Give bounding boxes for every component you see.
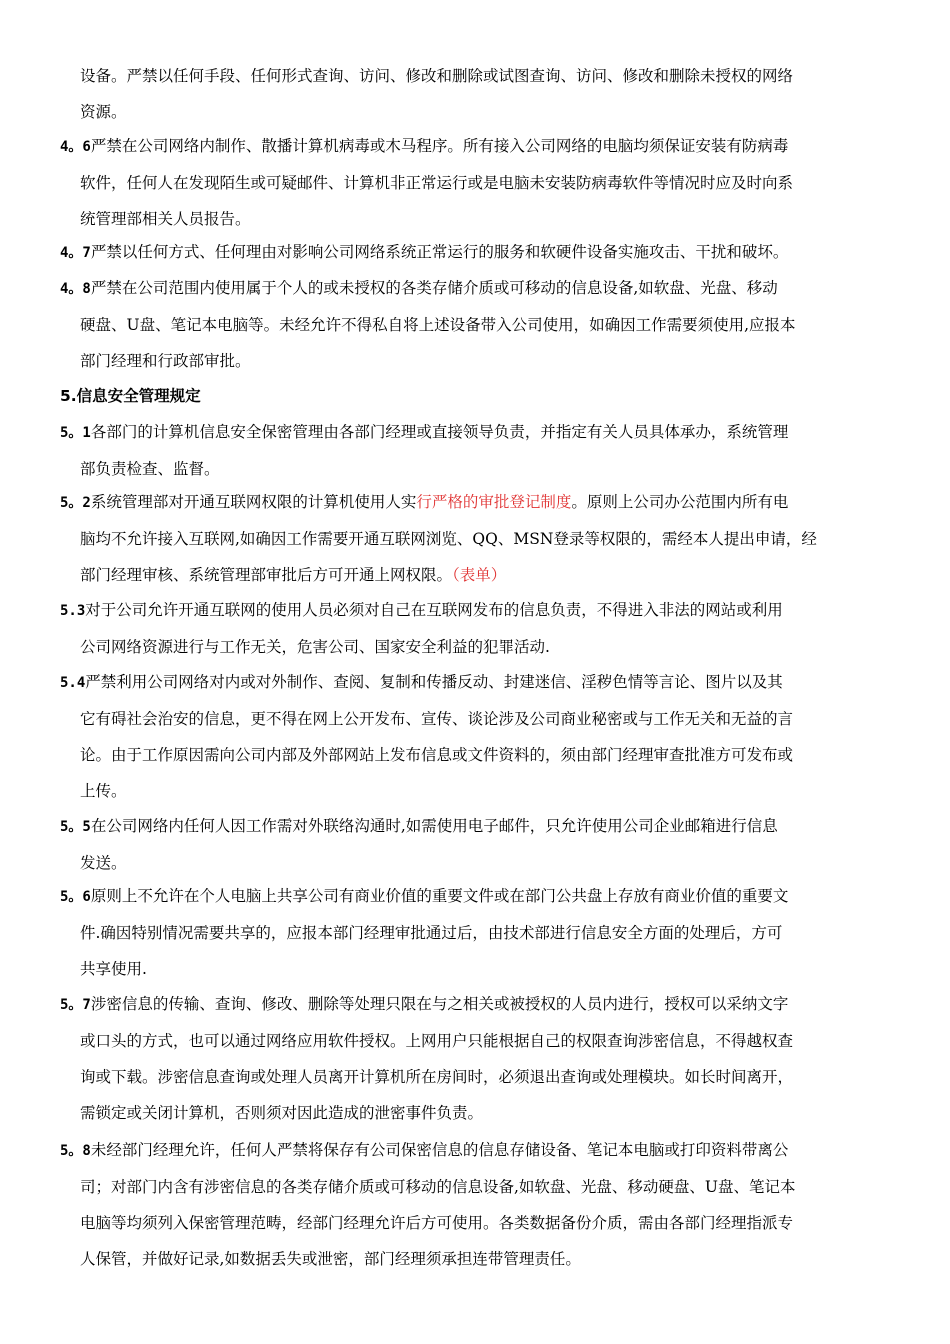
paragraph-5-2 <box>60 484 894 593</box>
text-line: 脑均不允许接入互联网,如确因工作需要开通互联网浏览、QQ、MSN登录等权限的，需经本人提出申请，经 <box>80 530 817 548</box>
text-line: 共享使用. <box>80 960 147 978</box>
section-heading: 5.信息安全管理规定 <box>60 387 201 405</box>
text-line: 部门经理和行政部审批。 <box>80 352 251 370</box>
paragraph-5-5 <box>60 808 894 881</box>
text-line: 统管理部相关人员报告。 <box>80 210 251 228</box>
clause-number: 5。5 <box>60 819 91 835</box>
paragraph-5-1 <box>60 414 894 487</box>
text-line: 人保管，并做好记录,如数据丢失或泄密，部门经理须承担连带管理责任。 <box>80 1250 581 1268</box>
text-line: 软件，任何人在发现陌生或可疑邮件、计算机非正常运行或是电脑未安装防病毒软件等情况时应及时向系 <box>80 174 794 192</box>
highlighted-text: 行严格的审批登记制度 <box>416 493 572 511</box>
paragraph-4-8 <box>60 270 894 379</box>
text-line: 严禁利用公司网络对内或对外制作、查阅、复制和传播反动、封建迷信、淫秽色情等言论、图片以及其 <box>85 673 783 691</box>
text-segment: 。原则上公司办公范围内所有电 <box>571 493 789 511</box>
text-line: 件.确因特别情况需要共享的，应报本部门经理审批通过后，由技术部进行信息安全方面的处理后，方可 <box>80 924 783 942</box>
text-segment: 部门经理审核、系统管理部审批后方可开通上网权限。 <box>80 566 453 584</box>
paragraph-intro <box>60 58 894 130</box>
paragraph-5-3 <box>60 592 894 665</box>
text-line: 硬盘、U盘、笔记本电脑等。未经允许不得私自将上述设备带入公司使用，如确因工作需要须使用,应报本 <box>80 316 796 334</box>
clause-number: 4。8 <box>60 281 91 297</box>
text-line: 电脑等均须列入保密管理范畴，经部门经理允许后方可使用。各类数据备份介质，需由各部门经理指派专 <box>80 1214 794 1232</box>
paragraph-5-7 <box>60 986 894 1131</box>
clause-number: 4。7 <box>60 245 91 261</box>
text-line: 严禁在公司范围内使用属于个人的或未授权的各类存储介质或可移动的信息设备,如软盘、光盘、移动 <box>90 279 778 297</box>
text-line: 资源。 <box>80 103 127 121</box>
clause-number: 5。6 <box>60 889 91 905</box>
clause-number: 5。8 <box>60 1143 91 1159</box>
text-line: 未经部门经理允许，任何人严禁将保存有公司保密信息的信息存储设备、笔记本电脑或打印资料带离公 <box>90 1141 789 1159</box>
text-line: 严禁在公司网络内制作、散播计算机病毒或木马程序。所有接入公司网络的电脑均须保证安装有防病毒 <box>90 137 789 155</box>
paragraph-5-6 <box>60 878 894 987</box>
text-line: 严禁以任何方式、任何理由对影响公司网络系统正常运行的服务和软硬件设备实施攻击、干扰和破坏。 <box>90 243 789 261</box>
paragraph-4-6 <box>60 128 894 237</box>
text-line: 公司网络资源进行与工作无关，危害公司、国家安全利益的犯罪活动. <box>80 638 550 656</box>
text-line: 上传。 <box>80 782 127 800</box>
text-line: 它有碍社会治安的信息，更不得在网上公开发布、宣传、谈论涉及公司商业秘密或与工作无关和无益的言 <box>80 710 794 728</box>
text-segment: 系统管理部对开通互联网权限的计算机使用人实 <box>90 493 417 511</box>
text-line: 部负责检查、监督。 <box>80 460 220 478</box>
text-line: 或口头的方式，也可以通过网络应用软件授权。上网用户只能根据自己的权限查询涉密信息，不得越权查 <box>80 1032 794 1050</box>
text-line: 涉密信息的传输、查询、修改、删除等处理只限在与之相关或被授权的人员内进行，授权可以采纳文字 <box>90 995 789 1013</box>
clause-number: 5.4 <box>60 675 86 691</box>
text-line: 原则上不允许在个人电脑上共享公司有商业价值的重要文件或在部门公共盘上存放有商业价值的重要文 <box>90 887 789 905</box>
clause-number: 5。1 <box>60 425 91 441</box>
text-line: 询或下载。涉密信息查询或处理人员离开计算机所在房间时，必须退出查询或处理模块。如长时间离开， <box>80 1068 794 1086</box>
text-line: 发送。 <box>80 854 127 872</box>
clause-number: 5。2 <box>60 495 91 511</box>
text-line: 对于公司允许开通互联网的使用人员必须对自己在互联网发布的信息负责，不得进入非法的网站或利用 <box>85 601 783 619</box>
clause-number: 5.3 <box>60 603 86 619</box>
paragraph-5-4 <box>60 664 894 809</box>
paragraph-4-7 <box>60 234 894 271</box>
text-line: 设备。严禁以任何手段、任何形式查询、访问、修改和删除或试图查询、访问、修改和删除未授权的网络 <box>80 67 794 85</box>
paragraph-5-8 <box>60 1132 894 1277</box>
clause-number: 5。7 <box>60 997 91 1013</box>
clause-number: 4。6 <box>60 139 91 155</box>
text-line: 司；对部门内含有涉密信息的各类存储介质或可移动的信息设备,如软盘、光盘、移动硬盘、U盘、笔记本 <box>80 1178 796 1196</box>
form-note: （表单） <box>452 566 507 584</box>
text-line: 需锁定或关闭计算机，否则须对因此造成的泄密事件负责。 <box>80 1104 484 1122</box>
text-line: 各部门的计算机信息安全保密管理由各部门经理或直接领导负责，并指定有关人员具体承办，系统管理 <box>90 423 789 441</box>
text-line: 在公司网络内任何人因工作需对外联络沟通时,如需使用电子邮件，只允许使用公司企业邮箱进行信息 <box>90 817 778 835</box>
text-line: 论。由于工作原因需向公司内部及外部网站上发布信息或文件资料的，须由部门经理审查批准方可发布或 <box>80 746 794 764</box>
